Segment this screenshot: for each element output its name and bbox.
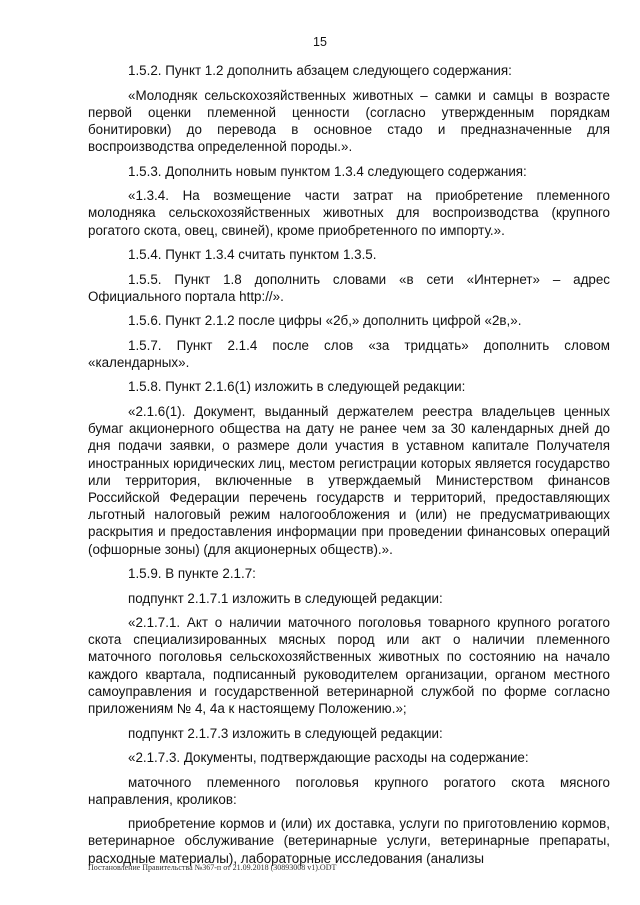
paragraph: подпункт 2.1.7.1 изложить в следующей редакции:	[128, 590, 443, 606]
page-number: 15	[313, 35, 327, 49]
document-body	[88, 62, 610, 874]
paragraph: подпункт 2.1.7.3 изложить в следующей редакции:	[128, 725, 443, 741]
paragraph: 1.5.4. Пункт 1.3.4 считать пунктом 1.3.5.	[128, 247, 377, 263]
paragraph: 1.5.6. Пункт 2.1.2 после цифры «2б,» дополнить цифрой «2в,».	[128, 313, 522, 329]
paragraph: маточного племенного поголовья крупного рогатого скота мясного направления, кроликов:	[88, 774, 610, 807]
paragraph: 1.5.3. Дополнить новым пунктом 1.3.4 следующего содержания:	[128, 163, 527, 179]
paragraph: 1.5.7. Пункт 2.1.4 после слов «за тридцать» дополнить словом «календарных».	[88, 337, 610, 370]
paragraph: «2.1.7.1. Акт о наличии маточного поголовья товарного крупного рогатого скота специализированных мясных пород или акт о наличии племенного маточного поголовья сельскохозяйственных животных по состоянию на начало каждого квартала, подписанный руководителем организации, органом местного самоуправления и государственной ветеринарной службой по форме согласно приложениям № 4, 4а к настоящему Положению.»;	[88, 615, 610, 717]
paragraph: 1.5.9. В пункте 2.1.7:	[128, 566, 256, 582]
paragraph: «1.3.4. На возмещение части затрат на приобретение племенного молодняка сельскохозяйственных животных для воспроизводства (крупного рогатого скота, овец, свиней), кроме приобретенного по импорту.».	[88, 188, 610, 238]
paragraph: 1.5.2. Пункт 1.2 дополнить абзацем следующего содержания:	[128, 63, 512, 78]
paragraph: приобретение кормов и (или) их доставка, услуги по приготовлению кормов, ветеринарное обслуживание (ветеринарные услуги, ветеринарные препараты, расходные материалы), лабораторные исследования (анализы	[88, 816, 610, 866]
paragraph: 1.5.8. Пункт 2.1.6(1) изложить в следующей редакции:	[128, 379, 466, 395]
paragraph: 1.5.5. Пункт 1.8 дополнить словами «в сети «Интернет» – адрес Официального портала http://».	[88, 271, 610, 304]
paragraph: «Молодняк сельскохозяйственных животных – самки и самцы в возрасте первой оценки племенной ценности (согласно утвержденным порядкам бонитировки) до перевода в основное стадо и предназначенные для воспроизводства определенной породы.».	[88, 87, 610, 155]
paragraph: «2.1.7.3. Документы, подтверждающие расходы на содержание:	[128, 750, 529, 766]
document-footer: Постановление Правительства №367-п от 21.09.2018 (30893008 v1).ODT	[88, 863, 337, 872]
paragraph: «2.1.6(1). Документ, выданный держателем реестра владельцев ценных бумаг акционерного общества на дату не ранее чем за 30 календарных дней до дня подачи заявки, о размере доли участия в уставном капитале Получателя иностранных юридических лиц, местом регистрации которых является государство или территория, включенные в утверждаемый Министерством финансов Российской Федерации перечень государств и территорий, предоставляющих льготный налоговый режим налогообложения и (или) не предусматривающих раскрытия и предоставления информации при проведении финансовых операций (офшорные зоны) (для акционерных обществ).».	[88, 403, 610, 557]
